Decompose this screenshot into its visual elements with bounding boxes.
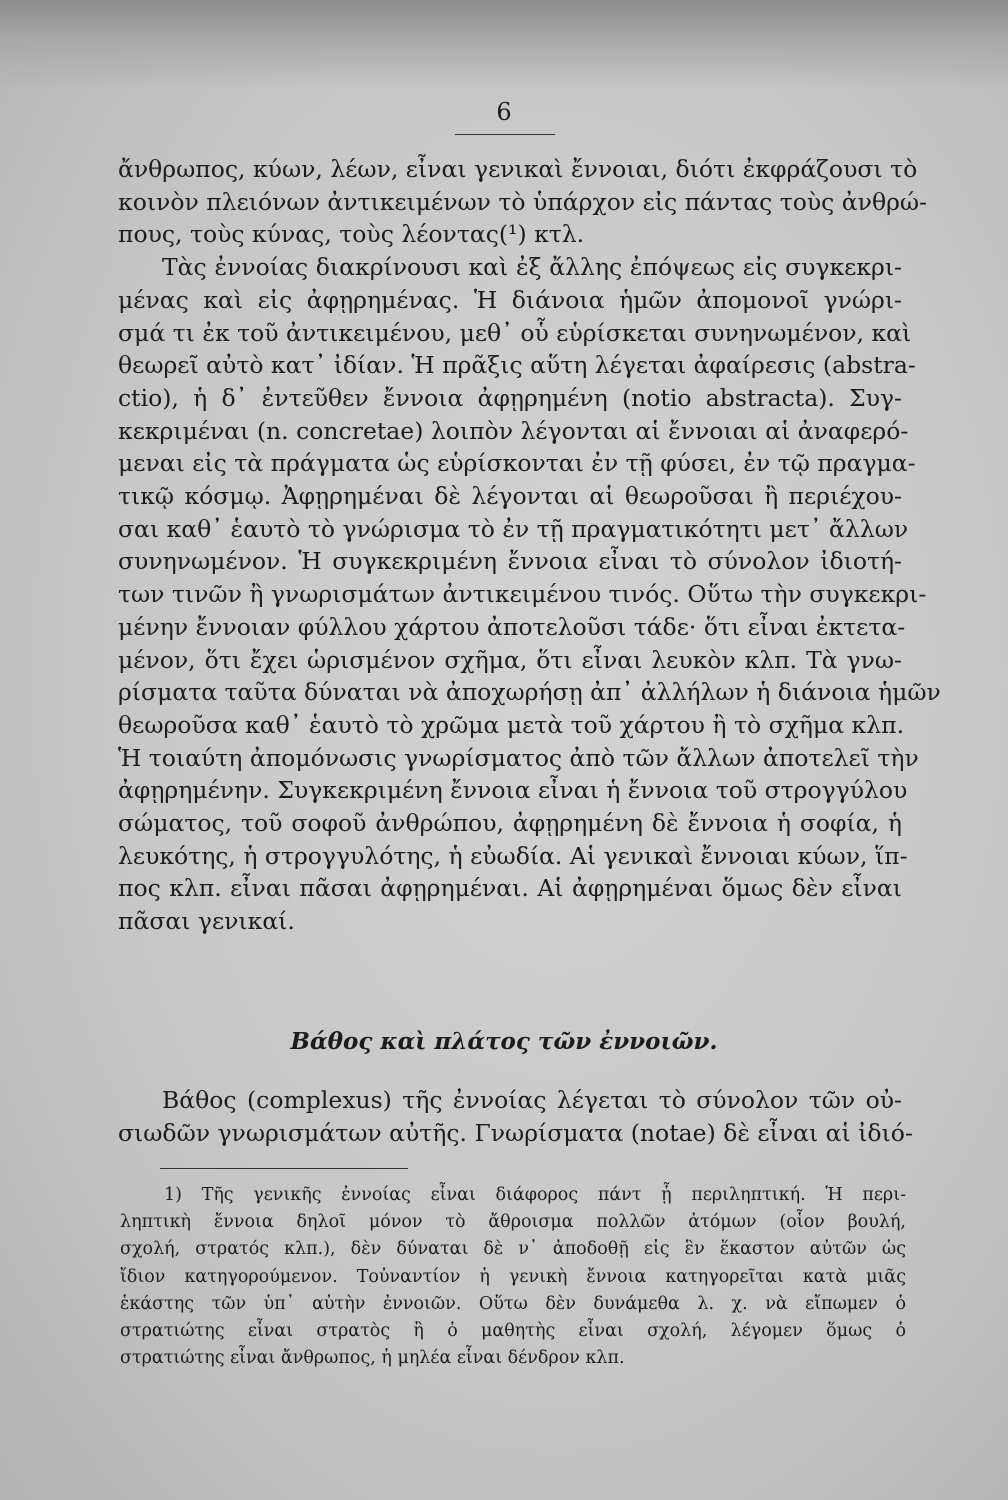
text-line: συνηνωμένον. Ἡ συγκεκριμένη ἔννοια εἶναι τὸ σύνολον ἰδιοτή- <box>118 547 902 576</box>
page-edge-shadow <box>0 0 1008 90</box>
text-line: κοινὸν πλειόνων ἀντικειμένων τὸ ὑπάρχον εἰς πάντας τοὺς ἀνθρώ- <box>118 187 928 216</box>
footnote-rule <box>160 1168 408 1169</box>
text-line: σαι καθ᾽ ἑαυτὸ τὸ γνώρισμα τὸ ἐν τῇ πραγματικότητι μετ᾽ ἄλλων <box>118 514 909 543</box>
text-line: πᾶσαι γενικαί. <box>118 907 295 936</box>
text-line: Τὰς ἐννοίας διακρίνουσι καὶ ἐξ ἄλλης ἐπόψεως εἰς συγκεκρι- <box>162 253 902 282</box>
footnote-line: στρατιώτης εἶναι στρατὸς ἢ ὁ μαθητὴς εἶναι σχολή, λέγομεν ὅμως ὁ <box>120 1321 906 1342</box>
main-paragraph <box>118 153 941 938</box>
text-line: κεκριμέναι (n. concretae) λοιπὸν λέγονται αἱ ἔννοιαι αἱ ἀναφερό- <box>118 416 909 445</box>
text-line: μένον, ὅτι ἔχει ὡρισμένον σχῆμα, ὅτι εἶναι λευκὸν κλπ. Τὰ γνω- <box>118 645 902 674</box>
text-line: πος κλπ. εἶναι πᾶσαι ἀφῃρημέναι. Αἱ ἀφῃρημέναι ὅμως δὲν εἶναι <box>118 874 902 903</box>
text-line: τικῷ κόσμῳ. Ἀφῃρημέναι δὲ λέγονται αἱ θεωροῦσαι ἢ περιέχου- <box>118 482 902 511</box>
text-line: θεωρεῖ αὐτὸ κατ᾽ ἰδίαν. Ἡ πρᾶξις αὕτη λέγεται ἀφαίρεσις (abstra- <box>118 351 916 380</box>
text-line: ἀφῃρημένην. Συγκεκριμένη ἔννοια εἶναι ἡ ἔννοια τοῦ στρογγύλου <box>118 776 908 805</box>
text-line: μεναι εἰς τὰ πράγματα ὡς εὑρίσκονται ἐν τῇ φύσει, ἐν τῷ πραγμα- <box>118 449 916 478</box>
text-line: ctio), ἡ δ᾽ ἐντεῦθεν ἔννοια ἀφῃρημένη (notio abstracta). Συγ- <box>118 383 902 412</box>
section-paragraph <box>118 1084 913 1150</box>
text-line: πους, τοὺς κύνας, τοὺς λέοντας(¹) κτλ. <box>118 220 585 249</box>
footnote-line: ληπτικὴ ἔννοια δηλοῖ μόνον τὸ ἄθροισμα πολλῶν ἀτόμων (οἷον βουλή, <box>120 1212 906 1233</box>
text-line: Βάθος (complexus) τῆς ἐννοίας λέγεται τὸ σύνολον τῶν οὐ- <box>162 1086 902 1114</box>
text-line: Ἡ τοιαύτη ἀπομόνωσις γνωρίσματος ἀπὸ τῶν ἄλλων ἀποτελεῖ τὴν <box>118 743 919 772</box>
text-line: ἄνθρωπος, κύων, λέων, εἶναι γενικαὶ ἔννοιαι, διότι ἐκφράζουσι τὸ <box>118 155 918 183</box>
text-line: θεωροῦσα καθ᾽ ἑαυτὸ τὸ χρῶμα μετὰ τοῦ χάρτου ἢ τὸ σχῆμα κλπ. <box>118 710 905 739</box>
text-line: σμά τι ἐκ τοῦ ἀντικειμένου, μεθ᾽ οὗ εὑρίσκεται συνηνωμένον, καὶ <box>118 318 912 347</box>
footnote-line: ἑκάστης τῶν ὑπ᾽ αὐτὴν ἐννοιῶν. Οὕτω δὲν δυνάμεθα λ. χ. νὰ εἴπωμεν ὁ <box>120 1293 906 1314</box>
text-line: σιωδῶν γνωρισμάτων αὐτῆς. Γνωρίσματα (notae) δὲ εἶναι αἱ ἰδιό- <box>118 1119 913 1147</box>
footnote <box>120 1182 906 1372</box>
footnote-line: ἴδιον κατηγορούμενον. Τοὐναντίον ἡ γενικὴ ἔννοια κατηγορεῖται κατὰ μιᾶς <box>120 1266 906 1287</box>
text-line: ρίσματα ταῦτα δύναται νὰ ἀποχωρήσῃ ἀπ᾽ ἀλλήλων ἡ διάνοια ἡμῶν <box>118 678 941 707</box>
header-rule <box>455 134 555 135</box>
footnote-line: σχολή, στρατός κλπ.), δὲν δύναται δὲ ν᾽ ἀποδοθῇ εἰς ἓν ἕκαστον αὐτῶν ὡς <box>120 1239 906 1260</box>
text-line: των τινῶν ἢ γνωρισμάτων ἀντικειμένου τινός. Οὕτω τὴν συγκεκρι- <box>118 580 927 609</box>
section-heading: Βάθος καὶ πλάτος τῶν ἐννοιῶν. <box>290 1028 718 1055</box>
text-line: λευκότης, ἡ στρογγυλότης, ἡ εὐωδία. Αἱ γενικαὶ ἔννοιαι κύων, ἵπ- <box>118 841 908 870</box>
text-line: μένην ἔννοιαν φύλλου χάρτου ἀποτελοῦσι τάδε· ὅτι εἶναι ἐκτετα- <box>118 612 906 641</box>
text-line: μένας καὶ εἰς ἀφῃρημένας. Ἡ διάνοια ἡμῶν ἀπομονοῖ γνώρι- <box>118 285 902 314</box>
footnote-line: 1) Τῆς γενικῆς ἐννοίας εἶναι διάφορος πάντ ᾗ περιληπτική. Ἡ περι- <box>164 1185 906 1205</box>
footnote-line: στρατιώτης εἶναι ἄνθρωπος, ἡ μηλέα εἶναι δένδρον κλπ. <box>120 1348 625 1369</box>
text-line: σώματος, τοῦ σοφοῦ ἀνθρώπου, ἀφῃρημένη δὲ ἔννοια ἡ σοφία, ἡ <box>118 809 902 838</box>
page-number: 6 <box>496 98 512 126</box>
